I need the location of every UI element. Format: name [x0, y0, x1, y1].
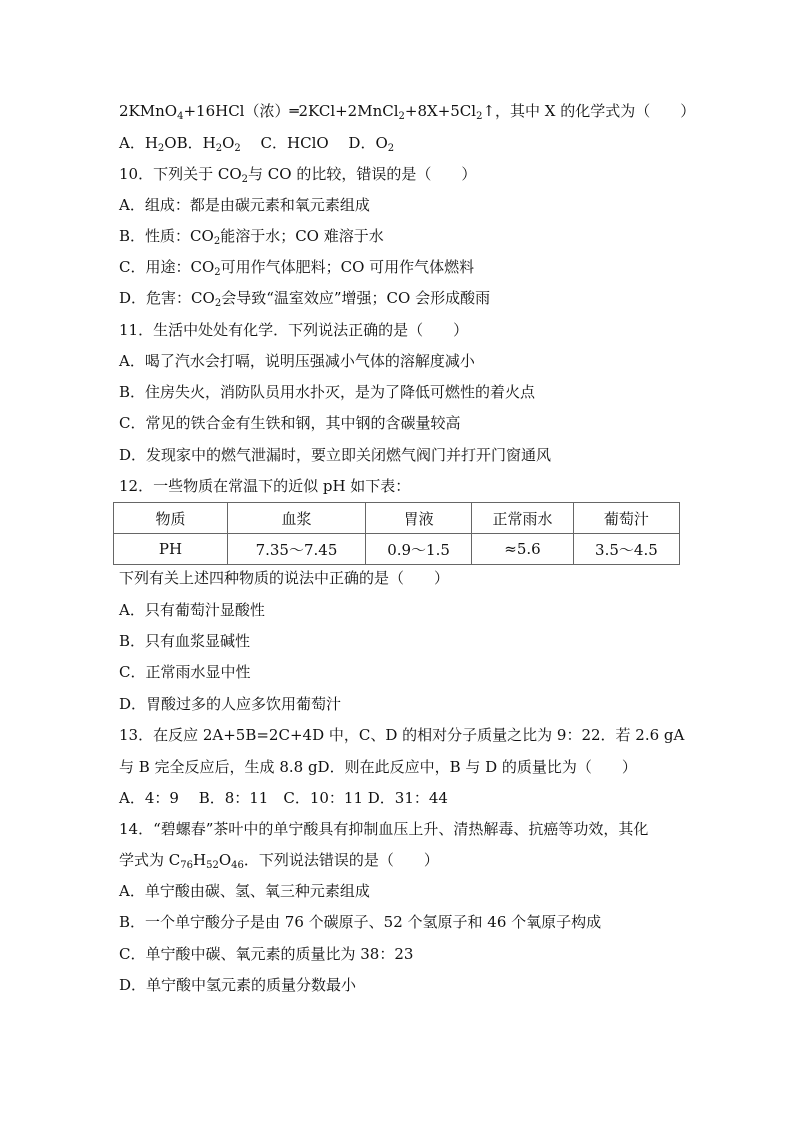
q10-option-d	[119, 288, 490, 308]
table-header-cell: 胃液	[365, 503, 471, 534]
q12-option-b: B．只有血浆显碱性	[119, 632, 251, 650]
table-header-cell: 正常雨水	[472, 503, 574, 534]
q10-option-c	[119, 257, 474, 277]
q9-options	[119, 133, 394, 153]
subscript: 2	[398, 111, 405, 122]
option-text: C．用途：CO	[119, 258, 215, 276]
table-cell: 3.5～4.5	[573, 534, 679, 565]
table-row	[114, 534, 680, 565]
option-text: 能溶于水；CO 难溶于水	[220, 227, 384, 245]
q14-text: 学式为 C	[119, 851, 181, 869]
q9-text: +16HCl（浓）═2KCl+2MnCl	[183, 102, 399, 120]
q12-option-d: D．胃酸过多的人应多饮用葡萄汁	[119, 695, 342, 713]
q10-text: 10．下列关于 CO	[119, 165, 242, 183]
option-text: A．H	[119, 134, 158, 152]
table-header-row	[114, 503, 680, 534]
subscript: 76	[180, 860, 193, 871]
subscript: 2	[214, 298, 222, 309]
q11-option-b: B．住房失火，消防队员用水扑灭，是为了降低可燃性的着火点	[119, 383, 536, 401]
q12-question: 下列有关上述四种物质的说法中正确的是（ ）	[119, 569, 450, 587]
option-text: OB．H	[164, 134, 216, 152]
q12-option-a: A．只有葡萄汁显酸性	[119, 601, 265, 619]
q14-option-c: C．单宁酸中碳、氧元素的质量比为 38：23	[119, 945, 414, 963]
q14-stem-line1: 14．“碧螺春”茶叶中的单宁酸具有抑制血压上升、清热解毒、抗癌等功效，其化	[119, 820, 649, 838]
q14-option-d: D．单宁酸中氢元素的质量分数最小	[119, 976, 357, 994]
subscript: 46	[231, 860, 244, 871]
ph-table	[113, 502, 680, 565]
q12-option-c: C．正常雨水显中性	[119, 663, 251, 681]
q14-option-a: A．单宁酸由碳、氢、氧三种元素组成	[119, 882, 370, 900]
subscript: 2	[215, 143, 223, 154]
option-text: 会导致“温室效应”增强；CO 会形成酸雨	[221, 289, 491, 307]
table-header-cell: 葡萄汁	[573, 503, 679, 534]
subscript: 2	[387, 143, 395, 154]
option-text: C．HClO D．O	[240, 134, 388, 152]
q11-option-c: C．常见的铁合金有生铁和钢，其中钢的含碳量较高	[119, 414, 461, 432]
subscript: 2	[157, 143, 165, 154]
q10-text: 与 CO 的比较，错误的是（ ）	[248, 165, 477, 183]
q10-stem	[119, 164, 476, 184]
option-text: O	[222, 134, 235, 152]
q14-text: O	[218, 851, 232, 869]
table-cell: 0.9～1.5	[365, 534, 471, 565]
option-text: 可用作气体肥料；CO 可用作气体燃料	[220, 258, 475, 276]
subscript: 52	[206, 860, 219, 871]
q11-option-a: A．喝了汽水会打嗝，说明压强减小气体的溶解度减小	[119, 352, 475, 370]
q13-stem-line1: 13．在反应 2A+5B=2C+4D 中，C、D 的相对分子质量之比为 9：22．若 2.6 gA	[119, 726, 685, 744]
q13-options: A．4：9 B．8：11 C．10：11 D．31：44	[119, 789, 448, 807]
q9-text: ↑，其中 X 的化学式为（ ）	[482, 102, 696, 120]
q14-text: H	[192, 851, 207, 869]
q14-text: ．下列说法错误的是（ ）	[243, 851, 439, 869]
subscript: 2	[234, 143, 241, 154]
table-cell: 7.35～7.45	[228, 534, 366, 565]
q12-stem: 12．一些物质在常温下的近似 pH 如下表：	[119, 477, 411, 495]
table-header-cell: 血浆	[228, 503, 366, 534]
subscript: 2	[213, 236, 221, 247]
q13-stem-line2: 与 B 完全反应后，生成 8.8 gD．则在此反应中，B 与 D 的质量比为（ ）	[119, 758, 637, 776]
q10-option-b	[119, 226, 384, 246]
table-cell: PH	[114, 534, 228, 565]
subscript: 2	[241, 174, 249, 185]
q14-stem-line2	[119, 850, 439, 870]
option-text: B．性质：CO	[119, 227, 214, 245]
q14-option-b: B．一个单宁酸分子是由 76 个碳原子、52 个氢原子和 46 个氧原子构成	[119, 913, 602, 931]
subscript: 2	[476, 111, 483, 122]
q11-stem: 11．生活中处处有化学．下列说法正确的是（ ）	[119, 321, 469, 339]
q9-text: 2KMnO	[119, 102, 178, 120]
q11-option-d: D．发现家中的燃气泄漏时，要立即关闭燃气阀门并打开门窗通风	[119, 446, 552, 464]
q10-option-a: A．组成：都是由碳元素和氧元素组成	[119, 196, 370, 214]
subscript: 2	[214, 267, 221, 278]
table-cell: ≈5.6	[472, 534, 574, 565]
subscript: 4	[177, 111, 184, 122]
table-header-cell: 物质	[114, 503, 228, 534]
option-text: D．危害：CO	[119, 289, 215, 307]
q9-equation-line	[119, 101, 695, 121]
q9-text: +8X+5Cl	[404, 102, 477, 120]
